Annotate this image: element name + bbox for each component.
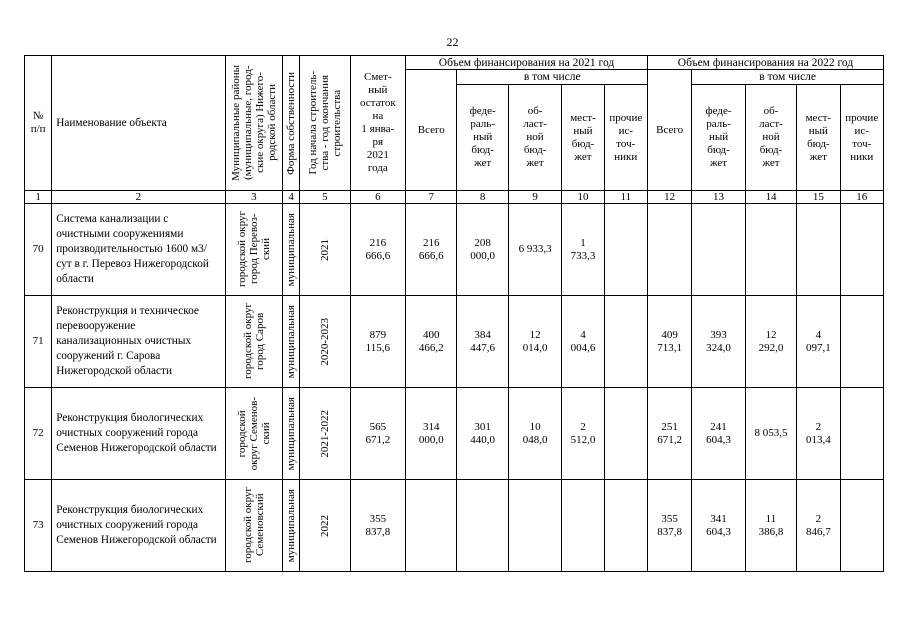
column-number: 2 [52,191,225,204]
total-2022 [647,204,691,296]
other-2021 [604,296,647,388]
municipality: городской округ город Перевоз- ский [225,204,282,296]
table-row [25,480,884,572]
regional-2022: 11 386,8 [745,480,796,572]
local-2021 [562,480,604,572]
header-local-2022: мест- ный бюд- жет [797,85,840,191]
header-estimated-remainder: Смет- ный остаток на 1 янва- ря 2021 года [350,56,405,191]
ownership: муниципальная [283,204,300,296]
municipality: городской округ Семенов- ский [225,388,282,480]
object-name: Реконструкция биологических очистных сооружений города Семенов Нижегородской области [52,388,225,480]
header-financing-2021: Объем финансирования на 2021 год [406,56,648,70]
header-including-2021: в том числе [457,70,648,85]
municipality: городской округ Семеновский [225,480,282,572]
local-2022: 4 097,1 [797,296,840,388]
column-number: 5 [300,191,350,204]
header-including-2022: в том числе [692,70,884,85]
column-numbers-row [25,191,884,204]
estimated-remainder: 879 115,6 [350,296,405,388]
header-other-2022: прочие ис- точ- ники [840,85,884,191]
municipality: городской округ город Саров [225,296,282,388]
regional-2021 [508,480,561,572]
construction-years: 2021 [300,204,350,296]
column-number: 10 [562,191,604,204]
local-2022 [797,204,840,296]
header-other-2021: прочие ис- точ- ники [604,85,647,191]
ownership: муниципальная [283,388,300,480]
row-number: 73 [25,480,52,572]
column-number: 16 [840,191,884,204]
regional-2021: 6 933,3 [508,204,561,296]
header-federal-2021: феде- раль- ный бюд- жет [457,85,508,191]
column-number: 15 [797,191,840,204]
row-number: 72 [25,388,52,480]
total-2021: 314 000,0 [406,388,457,480]
financing-table [24,55,884,572]
estimated-remainder: 216 666,6 [350,204,405,296]
object-name: Реконструкция и техническое перевооружение канализационных очистных сооружений г. Сарова Нижегородской области [52,296,225,388]
header-object-name: Наименование объекта [52,56,225,191]
estimated-remainder: 355 837,8 [350,480,405,572]
header-local-2021: мест- ный бюд- жет [562,85,604,191]
header-financing-2022: Объем финансирования на 2022 год [647,56,883,70]
table-header [25,56,884,204]
other-2022 [840,480,884,572]
total-2021 [406,480,457,572]
table-row [25,296,884,388]
regional-2021: 10 048,0 [508,388,561,480]
regional-2022 [745,204,796,296]
regional-2022: 8 053,5 [745,388,796,480]
federal-2021 [457,480,508,572]
column-number: 7 [406,191,457,204]
row-number: 70 [25,204,52,296]
page-number: 22 [446,35,459,49]
other-2022 [840,204,884,296]
regional-2021: 12 014,0 [508,296,561,388]
column-number: 8 [457,191,508,204]
total-2021: 400 466,2 [406,296,457,388]
column-number: 14 [745,191,796,204]
other-2022 [840,388,884,480]
ownership: муниципальная [283,480,300,572]
object-name: Реконструкция биологических очистных сооружений города Семенов Нижегородской области [52,480,225,572]
local-2021: 4 004,6 [562,296,604,388]
local-2021: 2 512,0 [562,388,604,480]
row-number: 71 [25,296,52,388]
header-total-2022: Всего [647,70,691,191]
table-row [25,204,884,296]
construction-years: 2022 [300,480,350,572]
header-ownership: Форма собственности [283,56,300,191]
federal-2022: 241 604,3 [692,388,745,480]
local-2022: 2 013,4 [797,388,840,480]
total-2021: 216 666,6 [406,204,457,296]
header-regional-2021: об- ласт- ной бюд- жет [508,85,561,191]
column-number: 11 [604,191,647,204]
column-number: 12 [647,191,691,204]
header-regional-2022: об- ласт- ной бюд- жет [745,85,796,191]
regional-2022: 12 292,0 [745,296,796,388]
ownership: муниципальная [283,296,300,388]
column-number: 1 [25,191,52,204]
header-municipality: Муниципальные районы (муниципальные, город- ские округа) Нижего- родской области [225,56,282,191]
federal-2021: 208 000,0 [457,204,508,296]
total-2022: 251 671,2 [647,388,691,480]
federal-2022: 341 604,3 [692,480,745,572]
header-federal-2022: феде- раль- ный бюд- жет [692,85,745,191]
federal-2021: 384 447,6 [457,296,508,388]
construction-years: 2020-2023 [300,296,350,388]
header-years: Год начала строитель- ства - год окончания строительства [300,56,350,191]
total-2022: 409 713,1 [647,296,691,388]
header-number: № п/п [25,56,52,191]
object-name: Система канализации с очистными сооружениями производительностью 1600 м3/сут в г. Перевоз Нижегородской области [52,204,225,296]
table-body [25,204,884,572]
header-total-2021: Всего [406,70,457,191]
column-number: 4 [283,191,300,204]
construction-years: 2021-2022 [300,388,350,480]
federal-2021: 301 440,0 [457,388,508,480]
estimated-remainder: 565 671,2 [350,388,405,480]
federal-2022: 393 324,0 [692,296,745,388]
column-number: 6 [350,191,405,204]
total-2022: 355 837,8 [647,480,691,572]
column-number: 3 [225,191,282,204]
other-2021 [604,480,647,572]
other-2021 [604,388,647,480]
federal-2022 [692,204,745,296]
local-2022: 2 846,7 [797,480,840,572]
table-row [25,388,884,480]
column-number: 9 [508,191,561,204]
column-number: 13 [692,191,745,204]
other-2022 [840,296,884,388]
other-2021 [604,204,647,296]
local-2021: 1 733,3 [562,204,604,296]
